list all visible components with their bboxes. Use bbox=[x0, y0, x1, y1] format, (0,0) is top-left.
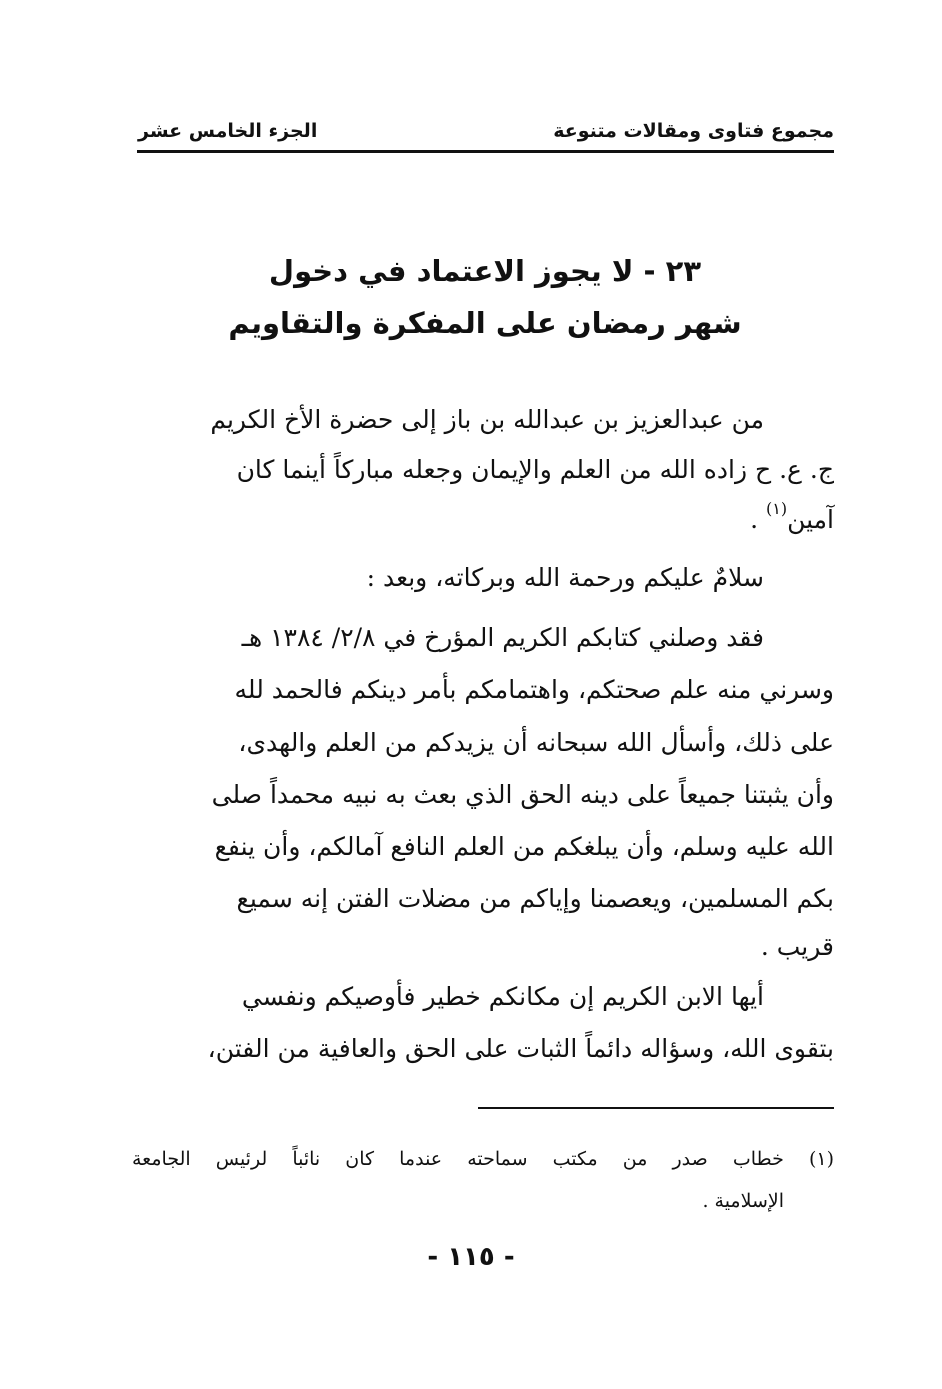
footnote-rule bbox=[478, 1107, 834, 1109]
body-line: فقد وصلني كتابكم الكريم المؤرخ في ٢/٨/ ١٣٨٤ هـ bbox=[241, 623, 764, 652]
running-header-left: الجزء الخامس عشر bbox=[138, 120, 318, 142]
body-text bbox=[132, 405, 834, 1085]
body-line: وأن يثبتنا جميعاً على دينه الحق الذي بعث به نبيه محمداً صلى bbox=[211, 780, 834, 809]
amen-period: . bbox=[750, 505, 759, 534]
amen-word: آمين bbox=[787, 505, 834, 534]
body-line: بكم المسلمين، ويعصمنا وإياكم من مضلات الفتن إنه سميع bbox=[236, 884, 834, 913]
body-line: بتقوى الله، وسؤاله دائماً الثبات على الحق والعافية من الفتن، bbox=[207, 1034, 834, 1063]
running-header-right: مجموع فتاوى ومقالات متنوعة bbox=[553, 120, 834, 142]
footnote-line-1: (١) خطاب صدر من مكتب سماحته عندما كان نائباً لرئيس الجامعة bbox=[132, 1148, 834, 1170]
body-line: وسرني منه علم صحتكم، واهتمامكم بأمر دينكم فالحمد لله bbox=[234, 675, 834, 704]
chapter-title-line-1: ٢٣ - لا يجوز الاعتماد في دخول bbox=[268, 254, 702, 288]
body-line: على ذلك، وأسأل الله سبحانه أن يزيدكم من العلم والهدى، bbox=[238, 728, 834, 757]
body-line: أيها الابن الكريم إن مكانكم خطير فأوصيكم ونفسي bbox=[241, 982, 764, 1011]
body-line: سلامٌ عليكم ورحمة الله وبركاته، وبعد : bbox=[366, 563, 764, 592]
body-line-amen bbox=[750, 499, 834, 534]
body-line: قريب . bbox=[760, 932, 834, 961]
body-line: ج. ع. ح زاده الله من العلم والإيمان وجعله مباركاً أينما كان bbox=[236, 455, 834, 484]
body-line: الله عليه وسلم، وأن يبلغكم من العلم النافع آمالكم، وأن ينفع bbox=[214, 832, 834, 861]
footnote-reference: (١) bbox=[765, 499, 788, 518]
header-rule bbox=[137, 150, 834, 153]
footnote-line-2: الإسلامية . bbox=[702, 1190, 784, 1212]
body-line: من عبدالعزيز بن عبدالله بن باز إلى حضرة الأخ الكريم bbox=[210, 405, 764, 434]
page-number: - ١١٥ - bbox=[427, 1242, 515, 1272]
chapter-title-line-2: شهر رمضان على المفكرة والتقاويم bbox=[228, 306, 742, 340]
